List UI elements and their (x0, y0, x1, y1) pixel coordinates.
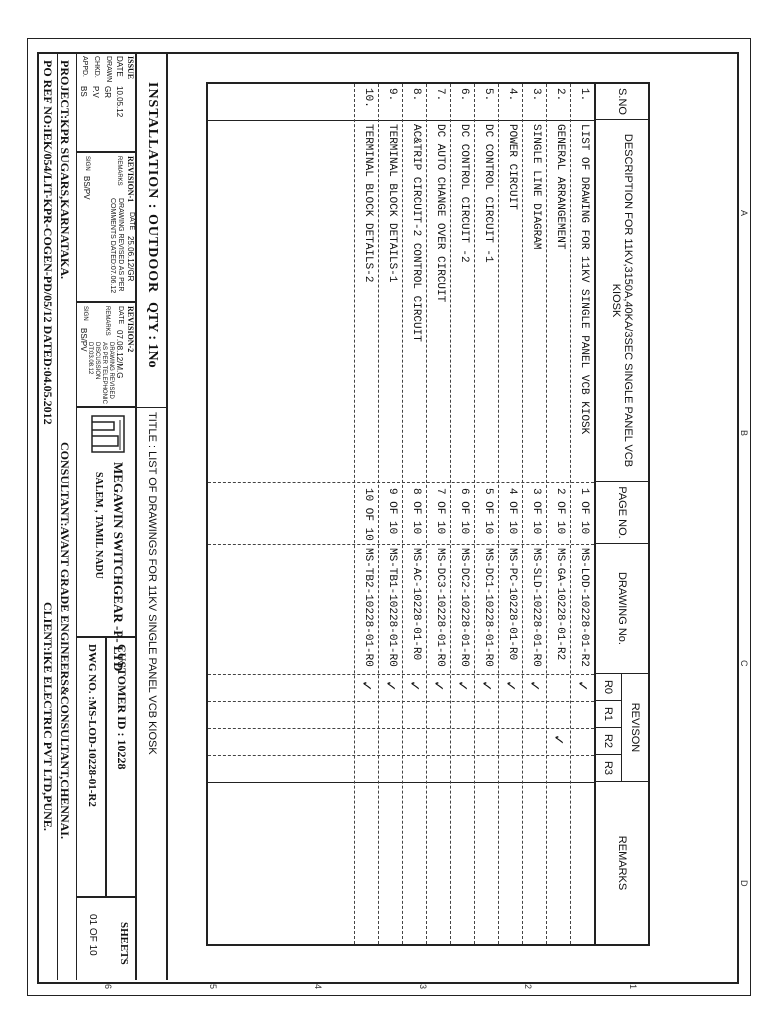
revision2-sign-label: SIGN (82, 306, 88, 321)
cell-page: 6 OF 10 (458, 488, 470, 535)
company-location: SALEM , TAMIL NADU (93, 472, 104, 579)
table-row (378, 84, 402, 944)
cell-drawing_no: MS-LOD-10228-01-R2 (578, 548, 590, 667)
cell-drawing_no: MS-GA-10228-01-R2 (554, 548, 566, 661)
zone-row-4: 4 (313, 984, 323, 990)
revision2-remarks-label: REMARKS (104, 306, 110, 336)
zone-col-c: C (739, 660, 749, 667)
installation-label: INSTALLATION : OUTDOOR (145, 82, 160, 294)
issue-label: ISSUE (126, 56, 135, 80)
cell-description: TERMINAL BLOCK DETAILS-2 (362, 124, 374, 283)
issue-date-label: DATE (115, 56, 124, 77)
cell-description: LIST OF DRAWING FOR 11KV SINGLE PANEL VCB KIOSK (578, 124, 590, 435)
cell-description: DC CONTROL CIRCUIT -2 (458, 124, 470, 263)
cell-description: POWER CIRCUIT (506, 124, 518, 210)
revision1-sign-label: SIGN (84, 156, 90, 171)
cell-sno: 1. (578, 88, 590, 102)
cell-description: DC AUTO CHANGE OVER CIRCUIT (434, 124, 446, 303)
cell-drawing_no: MS-AC-10228-01-R0 (410, 548, 422, 661)
revision1-remarks-label: REMARKS (116, 156, 122, 186)
revision1-date-label: DATE (128, 212, 135, 231)
divider (57, 52, 58, 980)
cell-description: GENERAL ARRANGEMENT (554, 124, 566, 250)
table-row (426, 84, 450, 944)
cell-description: AC&TRIP CIRCUIT-2 CONTROL CIRCUIT (410, 124, 422, 342)
drawing-list-table (206, 82, 650, 946)
table-row (354, 84, 378, 944)
cell-page: 3 OF 10 (530, 488, 542, 535)
table-row (546, 84, 570, 944)
zone-row-5: 5 (208, 984, 218, 990)
revision2-label: REVISION-2 (126, 306, 135, 353)
revision-tick-r0: ✓ (478, 680, 494, 692)
cell-description: DC CONTROL CIRCUIT -1 (482, 124, 494, 263)
megawin-logo-icon (88, 414, 128, 454)
checked-value: P.V (91, 86, 100, 98)
approved-value: BS (79, 86, 88, 97)
cell-sno: 6. (458, 88, 470, 102)
cell-description: TERMINAL BLOCK DETAILS-1 (386, 124, 398, 283)
header-sno: S.NO (594, 84, 648, 120)
revision2-remarks: DRAWING REVISED AS PER TELEPHONIC DISCUSSION DT:03.08.12 (87, 342, 114, 404)
cell-page: 7 OF 10 (434, 488, 446, 535)
zone-col-d: D (739, 880, 749, 887)
revision-tick-r0: ✓ (382, 680, 398, 692)
cell-page: 10 OF 10 (362, 488, 374, 541)
cell-page: 2 OF 10 (554, 488, 566, 535)
table-row (498, 84, 522, 944)
drawn-value: GR (103, 86, 112, 98)
header-r1: R1 (594, 701, 621, 728)
revision-tick-r0: ✓ (406, 680, 422, 692)
table-row (570, 84, 594, 944)
cell-page: 1 OF 10 (578, 488, 590, 535)
cell-sno: 9. (386, 88, 398, 102)
client: CLIENT:IKE ELECTRIC PVT LTD,PUNE. (41, 602, 55, 831)
table-row (522, 84, 546, 944)
po-reference: PO REF NO:IEK/054/LIT-KPR-COGEN-PD/05/12 DATED:04.05.2012 (41, 60, 55, 425)
revision1-sign: BS/PV (82, 176, 91, 200)
revision-tick-r0: ✓ (358, 680, 374, 692)
header-revision: REVISON (621, 674, 648, 782)
issue-date: 10.05.12 (115, 86, 124, 118)
revision2-date: 07.08.12/M.G (115, 330, 124, 379)
revision-tick-r0: ✓ (574, 680, 590, 692)
cell-drawing_no: MS-SLD-10228-01-R0 (530, 548, 542, 667)
project: PROJECT:KPR SUGARS,KARNATAKA. (58, 60, 72, 280)
header-r3: R3 (594, 755, 621, 782)
qty-label: QTY : 1No (145, 302, 160, 368)
sheets-value: 01 OF 10 (87, 914, 98, 956)
table-row (474, 84, 498, 944)
cell-drawing_no: MS-DC2-10228-01-R0 (458, 548, 470, 667)
drawn-label: DRAWN (105, 56, 112, 83)
divider (136, 407, 166, 408)
cell-drawing_no: MS-DC3-10228-01-R0 (434, 548, 446, 667)
customer-id: CUSTOMER ID : 10228 (115, 644, 129, 770)
revision2-sign: BS/PV (79, 328, 88, 352)
cell-page: 4 OF 10 (506, 488, 518, 535)
revision2-date-label: DATE (117, 306, 124, 325)
table-row (450, 84, 474, 944)
cell-page: 9 OF 10 (386, 488, 398, 535)
revision-tick-r2: ✓ (550, 734, 566, 746)
cell-description: SINGLE LINE DIAGRAM (530, 124, 542, 250)
revision-tick-r0: ✓ (502, 680, 518, 692)
cell-sno: 2. (554, 88, 566, 102)
sheets-label: SHEETS (118, 922, 130, 965)
revision1-remarks: DRAWING REVISED AS PER COMMENTS DATED:07.06.12 (109, 198, 124, 294)
zone-row-3: 3 (418, 984, 428, 990)
revision1-date: 25.06.12/GR (126, 236, 135, 282)
header-remarks: REMARKS (594, 782, 648, 944)
table-row (402, 84, 426, 944)
cell-sno: 10. (362, 88, 374, 108)
zone-row-1: 1 (628, 984, 638, 990)
cell-page: 5 OF 10 (482, 488, 494, 535)
revision1-label: REVISION-1 (126, 156, 135, 203)
cell-sno: 3. (530, 88, 542, 102)
drawing-title: TITLE : LIST OF DRAWINGS FOR 11KV SINGLE PANEL VCB KIOSK (146, 412, 158, 755)
revision-tick-r0: ✓ (430, 680, 446, 692)
cell-drawing_no: MS-PC-10228-01-R0 (506, 548, 518, 661)
cell-sno: 4. (506, 88, 518, 102)
cell-drawing_no: MS-TB1-10228-01-R0 (386, 548, 398, 667)
zone-row-6: 6 (103, 984, 113, 990)
approved-label: APPD. (81, 56, 88, 78)
checked-label: CHKD. (93, 56, 100, 78)
cell-drawing_no: MS-TB2-10228-01-R0 (362, 548, 374, 667)
zone-col-b: B (739, 430, 749, 437)
consultant: CONSULTANT:AVANT GRADE ENGINEERS&CONSULTANT,CHENNAI. (58, 442, 72, 839)
cell-sno: 5. (482, 88, 494, 102)
header-r2: R2 (594, 728, 621, 755)
revision-tick-r0: ✓ (454, 680, 470, 692)
zone-row-2: 2 (523, 984, 533, 990)
title-block (39, 52, 168, 980)
header-description: DESCRIPTION FOR 11KV,3150A,40KA/3SEC SINGLE PANEL VCB KIOSK (594, 120, 648, 482)
cell-drawing_no: MS-DC1-10228-01-R0 (482, 548, 494, 667)
cell-sno: 8. (410, 88, 422, 102)
cell-page: 8 OF 10 (410, 488, 422, 535)
dwg-no: DWG NO. :MS-LOD-10228-01-R2 (86, 644, 98, 807)
cell-sno: 7. (434, 88, 446, 102)
header-drawing-no: DRAWING No. (594, 544, 648, 674)
company-name: MEGAWIN SWITCHGEAR -P- LTD (111, 462, 126, 672)
header-r0: R0 (594, 674, 621, 701)
header-page-no: PAGE NO. (594, 482, 648, 544)
zone-col-a: A (739, 210, 749, 217)
revision-tick-r0: ✓ (526, 680, 542, 692)
